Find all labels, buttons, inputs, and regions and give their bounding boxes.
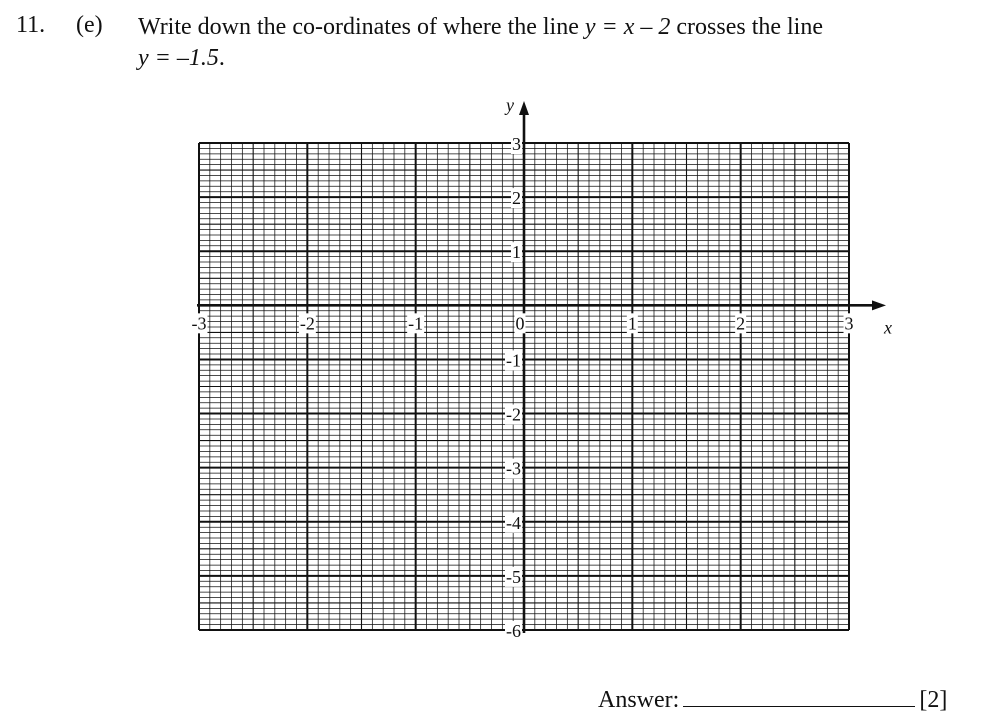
equation-line-2: y = –1.5	[138, 45, 219, 71]
x-tick-label: -3	[191, 313, 207, 334]
equation-line-1: y = x – 2	[584, 14, 671, 40]
origin-label: 0	[515, 313, 525, 334]
x-tick-label: -1	[408, 313, 424, 334]
y-tick-label: 1	[512, 242, 521, 263]
answer-blank[interactable]	[683, 684, 915, 707]
y-axis-arrow-icon	[519, 101, 529, 115]
y-tick-label: -6	[506, 621, 521, 641]
x-axis-arrow-icon	[872, 300, 886, 310]
y-tick-label: -1	[506, 350, 521, 371]
marks-label: [2]	[919, 687, 948, 713]
y-tick-label: -4	[506, 512, 521, 533]
question-text-end: .	[218, 45, 225, 71]
x-tick-label: -2	[299, 313, 315, 334]
y-axis-label: y	[506, 95, 514, 115]
y-tick-label: 2	[512, 188, 521, 209]
y-tick-label: -3	[506, 458, 521, 479]
y-tick-label: -5	[506, 566, 521, 587]
tick-labels	[191, 95, 893, 641]
x-tick-label: 1	[627, 313, 637, 334]
x-tick-label: 2	[736, 313, 746, 334]
question-number: 11.	[16, 12, 46, 38]
question-text-before: Write down the co-ordinates of where the line	[138, 14, 585, 40]
answer-line	[598, 684, 947, 714]
y-tick-label: -2	[506, 404, 521, 425]
question-text-middle: crosses the line	[670, 14, 823, 40]
x-tick-label: 3	[844, 313, 854, 334]
y-tick-label: 3	[512, 134, 521, 154]
question-part: (e)	[76, 12, 103, 38]
x-axis-label: x	[884, 317, 892, 338]
answer-label: Answer:	[598, 687, 680, 713]
